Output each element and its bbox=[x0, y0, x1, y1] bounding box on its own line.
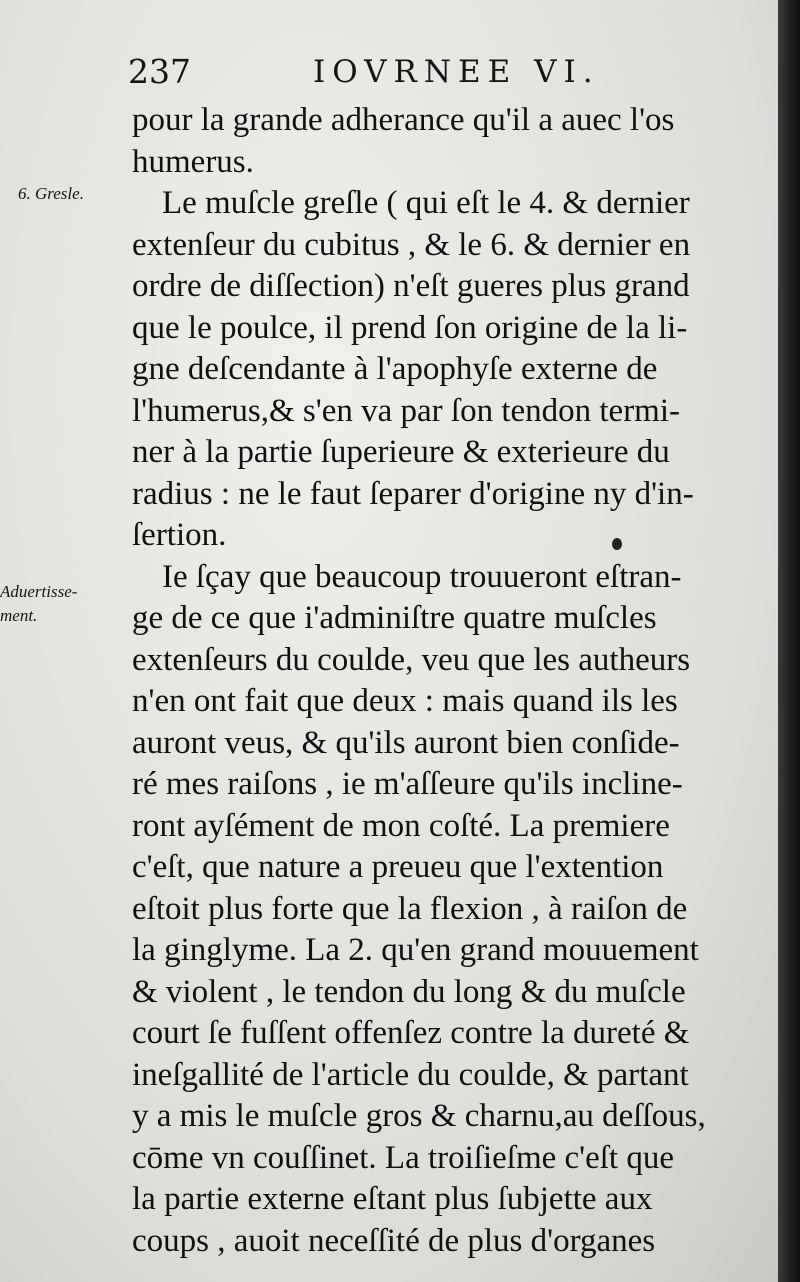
text-line: radius : ne le faut ſeparer d'origine ny d'in- bbox=[132, 475, 694, 512]
text-line: pour la grande adherance qu'il a auec l'os bbox=[132, 102, 675, 138]
page-edge-shadow bbox=[778, 0, 800, 1282]
text-line: la ginglyme. La 2. qu'en grand mouuement bbox=[132, 932, 699, 968]
text-line: que le poulce, il prend ſon origine de la li- bbox=[132, 309, 688, 346]
paragraph-start-line: Le muſcle greſle ( qui eſt le 4. & dernier bbox=[162, 185, 690, 221]
page-number: 237 bbox=[128, 52, 191, 91]
text-line: coups , auoit neceſſité de plus d'organes bbox=[132, 1222, 656, 1259]
text-line: l'humerus,& s'en va par ſon tendon termi- bbox=[132, 392, 681, 429]
running-head: IOVRNEE VI. bbox=[313, 54, 600, 90]
body-text bbox=[132, 100, 752, 1262]
text-line: auront veus, & qu'ils auront bien conſide- bbox=[132, 724, 680, 761]
text-line: ner à la partie ſuperieure & exterieure du bbox=[132, 434, 670, 470]
margin-note-line: ment. bbox=[0, 606, 38, 625]
text-line: ineſgallité de l'article du coulde, & partant bbox=[132, 1056, 689, 1093]
paragraph-start-line: Ie ſçay que beaucoup trouueront eſtran- bbox=[162, 558, 682, 595]
margin-note-line: Aduertisse- bbox=[0, 582, 78, 601]
text-line: & violent , le tendon du long & du muſcle bbox=[132, 973, 686, 1010]
text-line: la partie externe eſtant plus ſubjette aux bbox=[132, 1181, 653, 1217]
text-line: n'en ont fait que deux : mais quand ils les bbox=[132, 683, 678, 719]
page-header bbox=[128, 52, 748, 100]
text-line: eſtoit plus forte que la flexion , à raiſon de bbox=[132, 890, 688, 927]
text-line: gne deſcendante à l'apophyſe externe de bbox=[132, 351, 658, 387]
text-line: extenſeurs du coulde, veu que les autheurs bbox=[132, 641, 691, 678]
text-line: c'eſt, que nature a preueu que l'extention bbox=[132, 849, 664, 885]
text-line: ge de ce que i'adminiſtre quatre muſcles bbox=[132, 600, 657, 636]
text-line: cōme vn couſſinet. La troiſieſme c'eſt que bbox=[132, 1139, 675, 1176]
text-line: humerus. bbox=[132, 143, 254, 180]
text-line: extenſeur du cubitus , & le 6. & dernier en bbox=[132, 226, 691, 263]
margin-note-gresle: 6. Gresle. bbox=[18, 184, 84, 203]
text-line: ſertion. bbox=[132, 517, 227, 553]
text-line: court ſe fuſſent offenſez contre la dureté & bbox=[132, 1015, 690, 1051]
text-line: ront ayſément de mon coſté. La premiere bbox=[132, 807, 670, 844]
text-line: y a mis le muſcle gros & charnu,au deſſous, bbox=[132, 1098, 706, 1134]
margin-note-aduertissement bbox=[0, 580, 77, 628]
text-line: ré mes raiſons , ie m'aſſeure qu'ils incline- bbox=[132, 766, 683, 802]
text-line: ordre de diſſection) n'eſt gueres plus grand bbox=[132, 268, 690, 304]
ink-speck bbox=[612, 538, 622, 550]
